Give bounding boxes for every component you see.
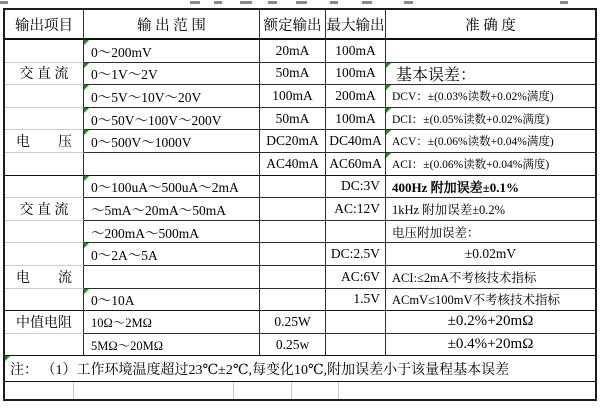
accuracy-cell: ACV：±(0.06%读数+0.04%满度) — [386, 130, 595, 153]
output-range-cell: 0～2A～5A — [84, 243, 260, 266]
output-item-cell: 电 压 — [5, 130, 84, 153]
table-row — [5, 176, 595, 199]
rated-output-cell: 100mA — [260, 85, 326, 108]
accuracy-cell — [386, 40, 595, 63]
output-range-cell: ～5mA～20mA～50mA — [84, 198, 260, 221]
header-output-item: 输出项目 — [5, 10, 84, 40]
output-item-cell — [5, 221, 84, 244]
header-max-output: 最大输出 — [326, 10, 386, 40]
cell-comment-marker-icon — [84, 85, 89, 90]
cell-comment-marker-icon — [84, 289, 89, 294]
max-output-cell: 100mA — [326, 40, 386, 63]
output-range-cell: 0～10A — [84, 289, 260, 312]
empty-cell — [292, 382, 339, 399]
output-item-cell — [5, 153, 84, 176]
accuracy-cell: ±0.2%+20mΩ — [386, 311, 595, 334]
empty-cell — [5, 382, 74, 399]
table-row — [5, 63, 595, 86]
output-range-cell: 10Ω～2MΩ — [84, 311, 260, 334]
cell-comment-marker-icon — [386, 153, 391, 158]
output-range-cell: ～200mA～500mA — [84, 221, 260, 244]
empty-grid-row — [5, 382, 595, 399]
table-row — [5, 311, 595, 334]
table-row — [5, 130, 595, 153]
output-item-cell — [5, 334, 84, 357]
empty-cell — [339, 382, 595, 399]
accuracy-cell: ACI:≤2mA不考核技术指标 — [386, 266, 595, 289]
output-item-cell: 交 直 流 — [5, 63, 84, 86]
rated-output-cell: 50mA — [260, 108, 326, 131]
accuracy-cell: ±0.02mV — [386, 243, 595, 266]
max-output-cell: 100mA — [326, 63, 386, 86]
header-accuracy: 准 确 度 — [386, 10, 595, 40]
accuracy-cell: DCV：±(0.03%读数+0.02%满度) — [386, 85, 595, 108]
max-output-cell: DC40mA — [326, 130, 386, 153]
header-output-range: 输 出 范 围 — [84, 10, 260, 40]
table-row — [5, 85, 595, 108]
rated-output-cell — [260, 176, 326, 199]
table-row — [5, 40, 595, 63]
output-item-cell — [5, 176, 84, 199]
table-row — [5, 221, 595, 244]
output-range-cell: 0～200mV — [84, 40, 260, 63]
rated-output-cell — [260, 289, 326, 312]
output-item-cell — [5, 108, 84, 131]
rated-output-cell — [260, 243, 326, 266]
max-output-cell: 1.5V — [326, 289, 386, 312]
output-item-cell: 中值电阻 — [5, 311, 84, 334]
table-row — [5, 334, 595, 357]
table-row — [5, 108, 595, 131]
max-output-cell — [326, 311, 386, 334]
output-range-cell: 0～100uA～500uA～2mA — [84, 176, 260, 199]
cell-comment-marker-icon — [386, 63, 391, 68]
output-range-cell — [84, 266, 260, 289]
output-item-cell — [5, 85, 84, 108]
max-output-cell: DC:3V — [326, 176, 386, 199]
rated-output-cell: 20mA — [260, 40, 326, 63]
empty-cell — [74, 382, 234, 399]
cell-comment-marker-icon — [84, 108, 89, 113]
max-output-cell: AC60mA — [326, 153, 386, 176]
cell-comment-marker-icon — [386, 108, 391, 113]
accuracy-cell: 1kHz 附加误差±0.2% — [386, 198, 595, 221]
table-header-row — [5, 10, 595, 40]
note-cell: 注： （1）工作环境温度超过23℃±2℃,每变化10℃,附加误差小于该量程基本误差 — [5, 356, 595, 382]
cell-comment-marker-icon — [5, 356, 10, 361]
rated-output-cell: AC40mA — [260, 153, 326, 176]
accuracy-cell: ACI：±(0.06%读数+0.04%满度) — [386, 153, 595, 176]
max-output-cell: 200mA — [326, 85, 386, 108]
rated-output-cell: 50mA — [260, 63, 326, 86]
table-row — [5, 266, 595, 289]
output-item-cell: 电 流 — [5, 266, 84, 289]
cell-comment-marker-icon — [84, 176, 89, 181]
max-output-cell: DC:2.5V — [326, 243, 386, 266]
cell-comment-marker-icon — [84, 63, 89, 68]
max-output-cell — [326, 221, 386, 244]
cell-comment-marker-icon — [84, 243, 89, 248]
max-output-cell: 100mA — [326, 108, 386, 131]
accuracy-cell: ACmV≤100mV不考核技术指标 — [386, 289, 595, 312]
accuracy-cell: 基本误差： — [386, 63, 595, 86]
output-range-cell: 0～1V～2V — [84, 63, 260, 86]
note-row — [5, 356, 595, 382]
cell-comment-marker-icon — [84, 40, 89, 45]
accuracy-cell: DCI：±(0.05%读数+0.02%满度) — [386, 108, 595, 131]
output-range-cell: 0～50V～100V～200V — [84, 108, 260, 131]
output-item-cell — [5, 40, 84, 63]
spec-table — [3, 8, 597, 401]
cell-comment-marker-icon — [386, 130, 391, 135]
rated-output-cell — [260, 198, 326, 221]
output-range-cell: 0～500V～1000V — [84, 130, 260, 153]
table-row — [5, 243, 595, 266]
output-range-cell — [84, 153, 260, 176]
rated-output-cell: 0.25w — [260, 334, 326, 357]
accuracy-cell: 电压附加误差： — [386, 221, 595, 244]
rated-output-cell: DC20mA — [260, 130, 326, 153]
table-row — [5, 289, 595, 312]
accuracy-cell: ±0.4%+20mΩ — [386, 334, 595, 357]
max-output-cell — [326, 334, 386, 357]
cell-comment-marker-icon — [84, 130, 89, 135]
rated-output-cell — [260, 266, 326, 289]
empty-cell — [234, 382, 292, 399]
accuracy-cell: 400Hz 附加误差±0.1% — [386, 176, 595, 199]
rated-output-cell — [260, 221, 326, 244]
output-range-cell: 5MΩ～20MΩ — [84, 334, 260, 357]
table-row — [5, 153, 595, 176]
output-item-cell — [5, 243, 84, 266]
output-range-cell: 0～5V～10V～20V — [84, 85, 260, 108]
cell-comment-marker-icon — [386, 85, 391, 90]
table-row — [5, 198, 595, 221]
max-output-cell: AC:6V — [326, 266, 386, 289]
max-output-cell: AC:12V — [326, 198, 386, 221]
header-rated-output: 额定输出 — [260, 10, 326, 40]
output-item-cell — [5, 289, 84, 312]
rated-output-cell: 0.25W — [260, 311, 326, 334]
output-item-cell: 交 直 流 — [5, 198, 84, 221]
